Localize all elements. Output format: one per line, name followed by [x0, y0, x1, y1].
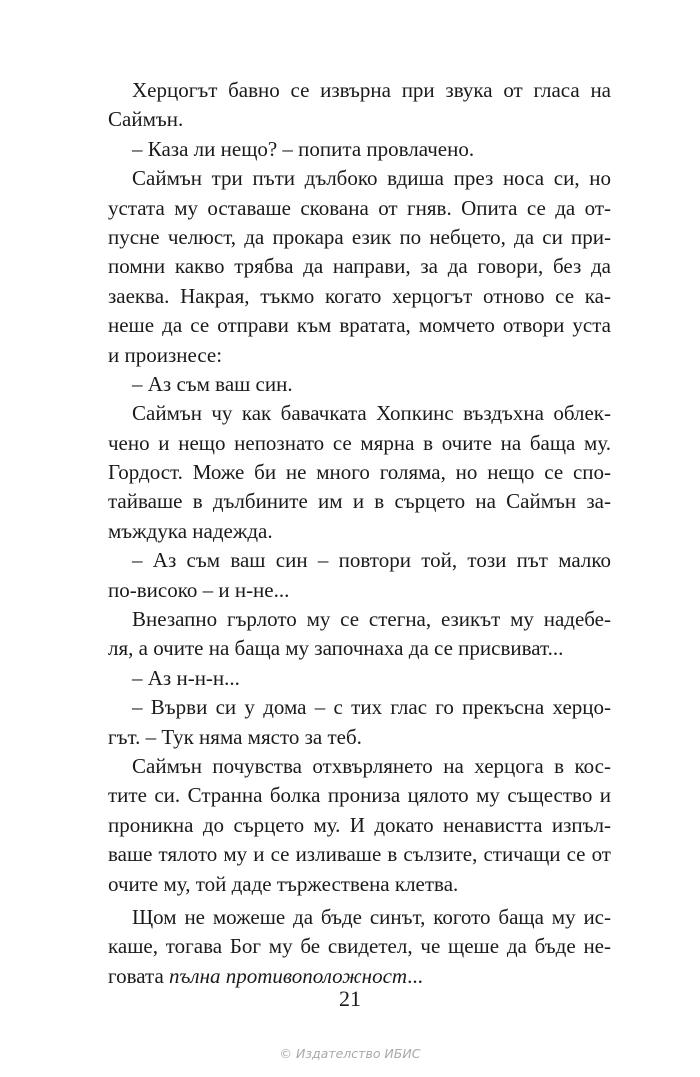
- text-line: заеква. Накрая, тъкмо когато херцогът отново се ка-: [108, 283, 611, 308]
- text-line: мъждука надежда.: [108, 518, 273, 543]
- text-line: каше, тогава Бог му бе свидетел, че щеше да бъде не-: [108, 934, 611, 959]
- text-line: тите си. Странна болка прониза цялото му същество и: [108, 783, 611, 808]
- text-block: [108, 76, 611, 991]
- text-line: Гордост. Може би не много голяма, но нещо се спо-: [108, 460, 611, 485]
- text-line: – Върви си у дома – с тих глас го прекъсна херцо-: [132, 695, 611, 720]
- text-line: – Каза ли нещо? – попита провлачено.: [132, 136, 475, 161]
- text-line: пусне челюст, да прокара език по небцето, да си при-: [108, 224, 611, 249]
- text-line: Саймън три пъти дълбоко вдиша през носа си, но: [132, 166, 611, 191]
- text-line: Херцогът бавно се извърна при звука от гласа на: [132, 78, 611, 102]
- text-line-start: говата: [108, 963, 170, 988]
- text-line: Саймън.: [108, 107, 184, 132]
- text-line: очите му, той даде тържествена клетва.: [108, 871, 459, 896]
- text-line: – Аз съм ваш син – повтори той, този път малко: [132, 548, 611, 573]
- text-line: – Аз съм ваш син.: [132, 371, 293, 396]
- italic-phrase: пълна противоположност: [169, 963, 408, 988]
- text-line: Внезапно гърлото му се стегна, езикът му надебе-: [132, 607, 611, 632]
- text-line: устата му оставаше скована от гняв. Опита се да от-: [108, 195, 611, 220]
- text-line: чено и нещо непознато се мярна в очите на баща му.: [108, 430, 611, 455]
- text-line: неше да се отправи към вратата, момчето отвори уста: [108, 313, 611, 338]
- text-line: тайваше в дълбините им и в сърцето на Саймън за-: [108, 489, 611, 514]
- text-line: по-високо – и н-не...: [108, 577, 290, 602]
- page-number: 21: [339, 986, 361, 1011]
- text-line: ваше тялото му и се изливаше в сълзите, стичащи се от: [108, 842, 611, 867]
- text-line: проникна до сърцето му. И докато ненавистта изпъл-: [108, 812, 611, 837]
- copyright-notice: [0, 1046, 700, 1061]
- text-line: Саймън почувства отхвърлянето на херцога в кос-: [132, 753, 611, 778]
- copyright-icon: ©: [279, 1046, 293, 1061]
- text-line: и произнесе:: [108, 342, 223, 367]
- text-line: гът. – Тук няма място за теб.: [108, 724, 362, 749]
- text-line: – Аз н-н-н...: [132, 665, 240, 690]
- text-line: помни какво трябва да направи, за да говори, без да: [108, 254, 611, 279]
- text-line: Щом не можеше да бъде синът, когото баща му ис-: [132, 904, 611, 929]
- publisher-name: Издателство ИБИС: [296, 1046, 421, 1061]
- ellipsis: ...: [407, 963, 423, 988]
- text-line: ля, а очите на баща му започнаха да се присвиват...: [108, 636, 564, 661]
- text-line: Саймън чу как бавачката Хопкинс въздъхна облек-: [132, 401, 611, 426]
